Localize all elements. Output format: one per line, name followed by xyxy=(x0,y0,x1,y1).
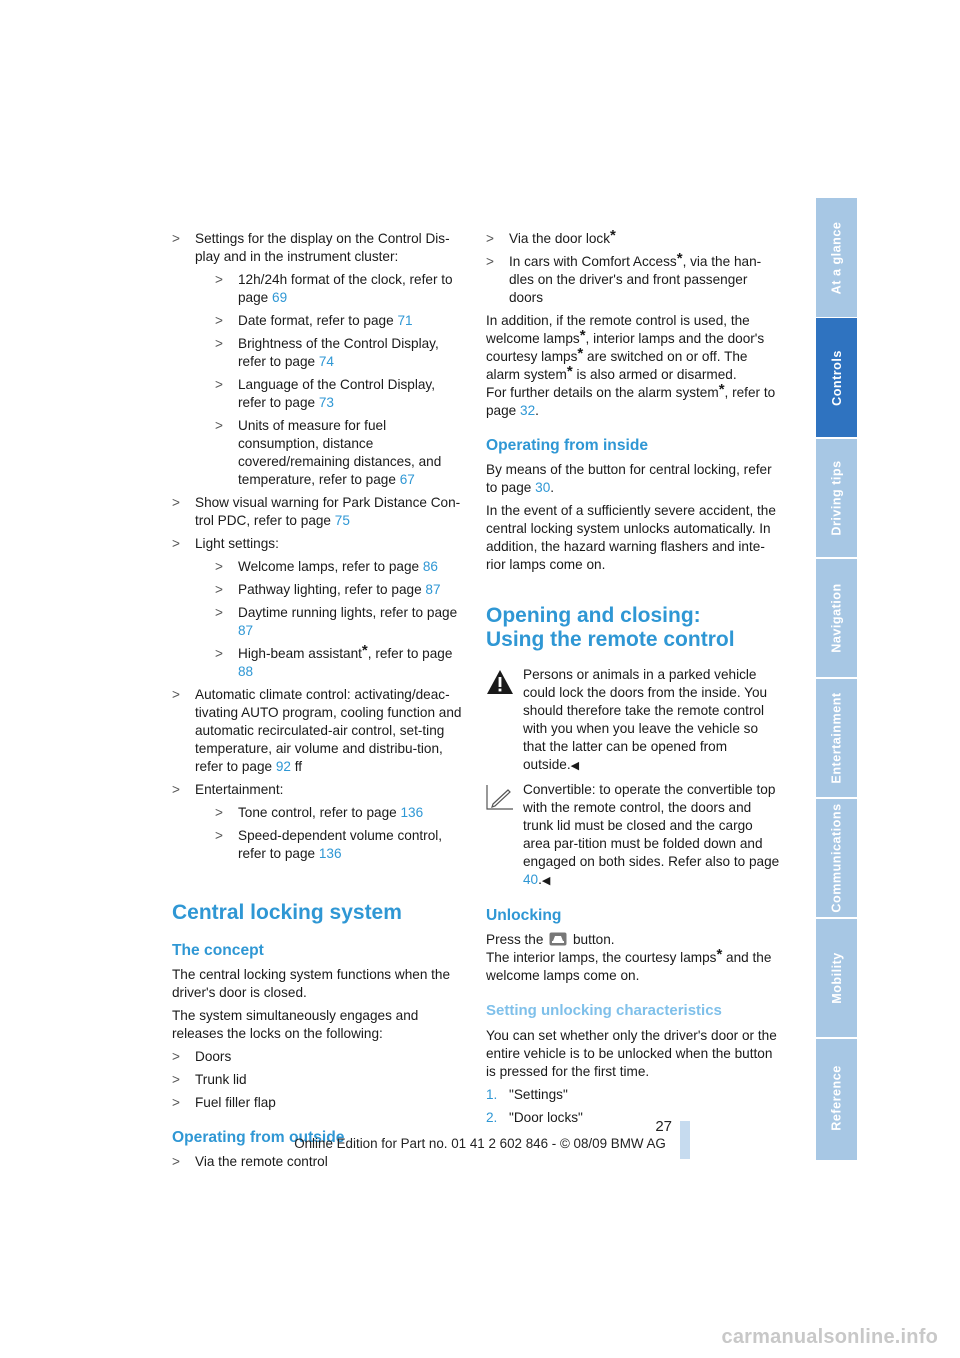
list-item xyxy=(172,781,464,863)
page-link[interactable]: 69 xyxy=(272,290,288,305)
page-link[interactable]: 40 xyxy=(523,872,539,887)
list-item-text: Via the remote control xyxy=(195,1154,328,1169)
list-item-text: Daytime running lights, refer to page xyxy=(238,605,458,620)
list-item-text: Units of measure for fuel consumption, distance covered/remaining distances, and temperature, refer to page xyxy=(238,418,442,487)
tab-label: Mobility xyxy=(829,951,844,1004)
list-item-text: , via the han-dles on the driver's and front passenger doors xyxy=(509,254,762,305)
step-text: "Settings" xyxy=(509,1087,568,1102)
text-run: are switched on or off. The alarm system xyxy=(486,349,748,382)
paragraph: In the event of a sufficiently severe accident, the central locking system unlocks automatically. In addition, the hazard warning flashers and inte-rior lamps come on. xyxy=(486,503,776,572)
tab-navigation[interactable] xyxy=(816,558,857,677)
chapter-sidebar xyxy=(816,198,857,1160)
text-run: In addition, if the remote control is used, the welcome lamps xyxy=(486,313,750,346)
list-item-text: Tone control, refer to page xyxy=(238,805,401,820)
list-item-text: Entertainment: xyxy=(195,782,284,797)
end-mark: ◀ xyxy=(570,760,580,772)
bullet: > xyxy=(172,1072,180,1087)
heading-line: Using the remote control xyxy=(486,628,735,651)
list-item-text: Fuel filler flap xyxy=(195,1095,276,1110)
tab-driving-tips[interactable] xyxy=(816,438,857,557)
warning-icon xyxy=(486,669,514,700)
list-item-text: Speed-dependent volume control, refer to page xyxy=(238,828,443,861)
text-run: , refer to page xyxy=(486,385,776,418)
list-item-text: Trunk lid xyxy=(195,1072,247,1087)
tab-label: Reference xyxy=(829,1064,844,1131)
tab-entertainment[interactable] xyxy=(816,678,857,797)
list-item xyxy=(172,1153,464,1171)
list-item xyxy=(172,1048,464,1066)
note-text: Convertible: to operate the convertible top with the remote control, the doors and trunk lid must be closed and the cargo area par-tition must be folded down and engaged on both sides. Refer also to page xyxy=(523,782,780,869)
step-item xyxy=(486,1086,782,1104)
end-mark: ◀ xyxy=(541,875,551,887)
subsection-heading: Operating from outside xyxy=(172,1129,345,1146)
list-item xyxy=(215,604,464,640)
bullet: > xyxy=(172,536,180,551)
list-item xyxy=(172,1094,464,1112)
list-item xyxy=(172,494,464,530)
paragraph: You can set whether only the driver's door or the entire vehicle is to be unlocked when the button is pressed for the first time. xyxy=(486,1028,777,1079)
list-item xyxy=(215,804,464,822)
page-link[interactable]: 136 xyxy=(400,805,424,820)
list-item-text: Pathway lighting, refer to page xyxy=(238,582,426,597)
page-link[interactable]: 30 xyxy=(535,480,551,495)
step-number: 2. xyxy=(486,1110,498,1125)
subsection-heading: The concept xyxy=(172,942,264,959)
bullet: > xyxy=(215,377,223,392)
list-item-text: Welcome lamps, refer to page xyxy=(238,559,423,574)
bullet: > xyxy=(172,1154,180,1169)
bullet: > xyxy=(172,1095,180,1110)
text-run: button. xyxy=(569,932,615,947)
list-item xyxy=(172,1071,464,1089)
list-item xyxy=(215,581,464,599)
bullet: > xyxy=(486,231,494,246)
bullet: > xyxy=(172,231,180,246)
step-text: "Door locks" xyxy=(509,1110,583,1125)
bullet: > xyxy=(215,582,223,597)
list-item xyxy=(172,686,464,776)
page-link[interactable]: 71 xyxy=(397,313,413,328)
tab-label: At a glance xyxy=(829,221,844,294)
subsection-heading: Unlocking xyxy=(486,907,562,924)
bullet: > xyxy=(215,828,223,843)
tab-controls[interactable] xyxy=(816,318,857,437)
bullet: > xyxy=(215,605,223,620)
list-item xyxy=(215,335,464,371)
watermark: carmanualsonline.info xyxy=(721,1326,938,1348)
bullet: > xyxy=(215,336,223,351)
bullet: > xyxy=(172,782,180,797)
optional-star-icon: * xyxy=(361,642,368,659)
page-link[interactable]: 67 xyxy=(399,472,415,487)
paragraph: The central locking system functions when the driver's door is closed. xyxy=(172,967,451,1000)
list-item xyxy=(215,271,464,307)
tab-mobility[interactable] xyxy=(816,918,857,1037)
page-link[interactable]: 32 xyxy=(520,403,536,418)
optional-star-icon: * xyxy=(610,227,616,244)
list-item xyxy=(215,558,464,576)
bullet: > xyxy=(215,313,223,328)
list-item-text: Date format, refer to page xyxy=(238,313,398,328)
list-item-text: Doors xyxy=(195,1049,232,1064)
tab-label: Navigation xyxy=(829,582,844,653)
right-column xyxy=(486,227,782,1132)
page-link[interactable]: 74 xyxy=(318,354,334,369)
page-suffix: ff xyxy=(290,759,303,774)
page-link[interactable]: 86 xyxy=(422,559,438,574)
list-item-text: Light settings: xyxy=(195,536,279,551)
list-item-text: Language of the Control Display, refer to page xyxy=(238,377,435,410)
list-item xyxy=(172,535,464,681)
list-item xyxy=(215,376,464,412)
text-run: For further details on the alarm system xyxy=(486,385,719,400)
subsection-heading: Operating from inside xyxy=(486,437,649,454)
page-link[interactable]: 87 xyxy=(425,582,441,597)
tab-label: Controls xyxy=(829,349,844,406)
paragraph xyxy=(486,946,782,985)
bullet: > xyxy=(486,254,494,269)
list-item xyxy=(486,250,782,307)
text-run: , interior lamps and the door's courtesy lamps xyxy=(486,331,765,364)
text-run: and the welcome lamps come on. xyxy=(486,950,772,983)
text-run: Press the xyxy=(486,932,544,947)
footer-text: Online Edition for Part no. 01 41 2 602 846 - © 08/09 BMW AG xyxy=(294,1136,666,1151)
text-run: By means of the button for central locking, refer to page xyxy=(486,462,772,495)
list-item xyxy=(215,417,464,489)
paragraph xyxy=(486,931,782,949)
bullet: > xyxy=(172,687,180,702)
optional-star-icon: * xyxy=(579,327,586,344)
text-run: The interior lamps, the courtesy lamps xyxy=(486,950,717,965)
section-heading xyxy=(486,604,782,652)
sub-list xyxy=(215,271,464,489)
page-link[interactable]: 136 xyxy=(318,846,342,861)
text-run: is also armed or disarmed. xyxy=(572,367,737,382)
bullet: > xyxy=(215,646,223,661)
tab-communications[interactable] xyxy=(816,798,857,917)
note-icon xyxy=(486,784,514,815)
bullet: > xyxy=(172,1049,180,1064)
optional-star-icon: * xyxy=(577,345,584,362)
optional-star-icon: * xyxy=(566,363,573,380)
page-link[interactable]: 87 xyxy=(238,623,254,638)
heading-line: Opening and closing: xyxy=(486,604,701,627)
page-link[interactable]: 75 xyxy=(334,513,350,528)
tab-label: Communications xyxy=(829,802,844,913)
list-item-text: 12h/24h format of the clock, refer to page xyxy=(238,272,453,305)
bullet: > xyxy=(215,559,223,574)
paragraph xyxy=(486,461,782,497)
optional-star-icon: * xyxy=(718,381,725,398)
text-run: . xyxy=(538,872,542,887)
paragraph xyxy=(486,381,782,420)
tab-label: Entertainment xyxy=(829,691,844,784)
optional-star-icon: * xyxy=(716,946,723,963)
list-item-text: High-beam assistant xyxy=(238,646,362,661)
page-link[interactable]: 73 xyxy=(318,395,334,410)
bullet: > xyxy=(215,272,223,287)
bullet: > xyxy=(172,495,180,510)
tab-at-a-glance[interactable] xyxy=(816,198,857,317)
warning-text: Persons or animals in a parked vehicle could lock the doors from the inside. You should therefore take the remote control with you when you leave the vehicle so that the latter can be opened from outside. xyxy=(523,667,768,772)
subsection-heading: Setting unlocking characteristics xyxy=(486,1002,722,1019)
list-item-text: Via the door lock xyxy=(509,231,611,246)
page-link[interactable]: 92 xyxy=(275,759,291,774)
list-item-text: In cars with Comfort Access xyxy=(509,254,677,269)
info-note xyxy=(486,781,782,890)
text-run: . xyxy=(535,403,539,418)
unlock-button-icon xyxy=(549,932,567,946)
tab-label: Driving tips xyxy=(829,459,844,536)
list-item xyxy=(486,227,782,248)
paragraph: The system simultaneously engages and releases the locks on the following: xyxy=(172,1008,419,1041)
list-item-text: , refer to page xyxy=(367,646,453,661)
text-run: . xyxy=(550,480,555,495)
warning-note xyxy=(486,666,782,775)
list-item xyxy=(172,230,464,489)
sub-list xyxy=(215,804,464,863)
paragraph xyxy=(486,312,782,384)
bullet: > xyxy=(215,805,223,820)
list-item xyxy=(215,312,464,330)
list-item-text: Settings for the display on the Control Dis-play and in the instrument cluster: xyxy=(195,231,450,264)
page-link[interactable]: 88 xyxy=(238,664,254,679)
list-item-text: Automatic climate control: activating/deac-tivating AUTO program, cooling function and automatic recirculated-air control, set-ting temperature, air volume and distribu-tion, refer to page xyxy=(195,687,462,774)
sub-list xyxy=(215,558,464,681)
left-column xyxy=(172,230,464,1176)
list-item xyxy=(215,827,464,863)
page-number: 27 xyxy=(655,1118,672,1135)
step-number: 1. xyxy=(486,1087,498,1102)
section-heading: Central locking system xyxy=(172,901,402,924)
list-item-text: Show visual warning for Park Distance Con-trol PDC, refer to page xyxy=(195,495,461,528)
bullet: > xyxy=(215,418,223,433)
list-item-text: Brightness of the Control Display, refer to page xyxy=(238,336,439,369)
optional-star-icon: * xyxy=(676,250,683,267)
list-item xyxy=(215,642,464,681)
